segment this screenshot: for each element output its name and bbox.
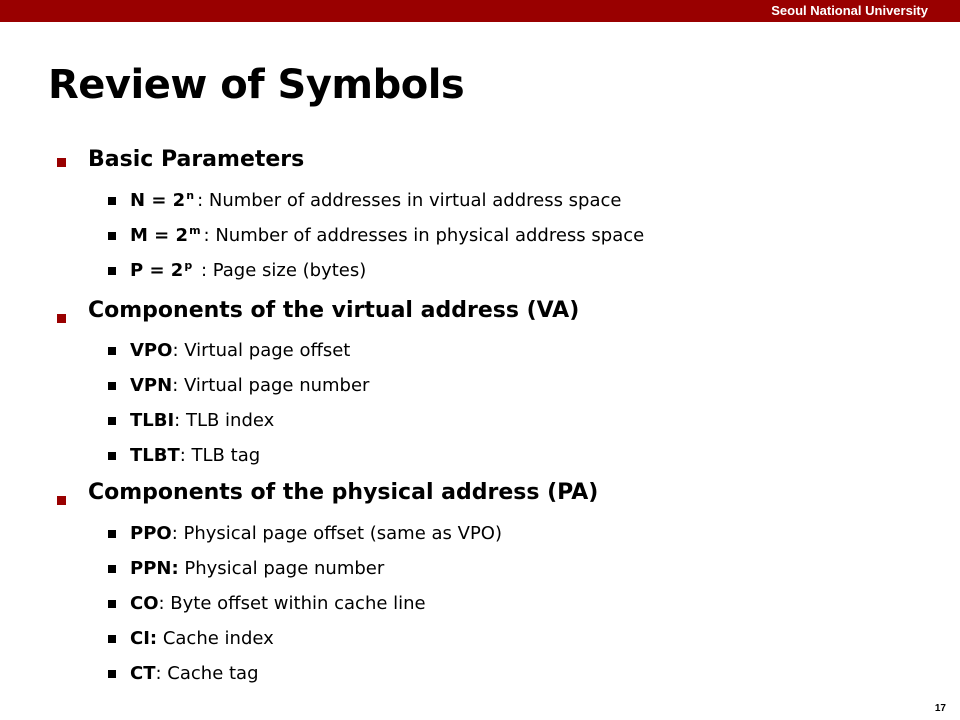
description: : Cache tag — [155, 663, 259, 684]
description: : Virtual page offset — [172, 340, 351, 361]
square-bullet-icon — [108, 600, 116, 608]
description: : Virtual page number — [172, 375, 370, 396]
section-heading: Basic Parameters — [88, 147, 305, 172]
term: TLBI — [130, 410, 175, 431]
section-heading: Components of the virtual address (VA) — [88, 298, 580, 323]
list-item — [130, 558, 384, 579]
university-name: Seoul National University — [771, 3, 928, 18]
superscript: n — [186, 189, 195, 202]
slide-title: Review of Symbols — [48, 62, 465, 108]
square-bullet-icon — [108, 670, 116, 678]
square-bullet-icon — [108, 565, 116, 573]
square-bullet-icon — [108, 232, 116, 240]
description: : TLB tag — [179, 445, 261, 466]
description: : TLB index — [174, 410, 275, 431]
description: : Physical page offset (same as VPO) — [171, 523, 502, 544]
square-bullet-icon — [108, 382, 116, 390]
list-item — [130, 225, 644, 246]
list-item — [130, 523, 502, 544]
term: CO — [130, 593, 159, 614]
list-item — [130, 663, 259, 684]
term: N = 2 — [130, 190, 186, 211]
term: M = 2 — [130, 225, 189, 246]
term: VPN — [130, 375, 173, 396]
list-item — [130, 410, 274, 431]
list-item — [130, 375, 369, 396]
square-bullet-icon — [108, 452, 116, 460]
list-item — [130, 190, 622, 211]
square-bullet-icon — [57, 314, 66, 323]
description: : Number of addresses in physical address space — [203, 225, 645, 246]
list-item — [130, 593, 426, 614]
square-bullet-icon — [108, 635, 116, 643]
square-bullet-icon — [108, 417, 116, 425]
term: CT — [130, 663, 156, 684]
term: TLBT — [130, 445, 180, 466]
term: PPO — [130, 523, 172, 544]
page-number: 17 — [934, 703, 946, 714]
list-item — [130, 628, 274, 649]
superscript: p — [184, 259, 193, 272]
superscript: m — [189, 224, 201, 237]
square-bullet-icon — [108, 347, 116, 355]
square-bullet-icon — [57, 158, 66, 167]
description: : Page size (bytes) — [195, 260, 367, 281]
section-heading: Components of the physical address (PA) — [88, 480, 599, 505]
square-bullet-icon — [108, 197, 116, 205]
square-bullet-icon — [108, 530, 116, 538]
list-item — [130, 340, 350, 361]
square-bullet-icon — [108, 267, 116, 275]
description: Physical page number — [178, 558, 385, 579]
list-item — [130, 445, 260, 466]
square-bullet-icon — [57, 496, 66, 505]
description: : Number of addresses in virtual address space — [197, 190, 622, 211]
term: VPO — [130, 340, 173, 361]
term: P = 2 — [130, 260, 184, 281]
term: PPN: — [130, 558, 179, 579]
description: : Byte offset within cache line — [158, 593, 426, 614]
term: CI: — [130, 628, 158, 649]
description: Cache index — [157, 628, 274, 649]
list-item — [130, 260, 366, 281]
